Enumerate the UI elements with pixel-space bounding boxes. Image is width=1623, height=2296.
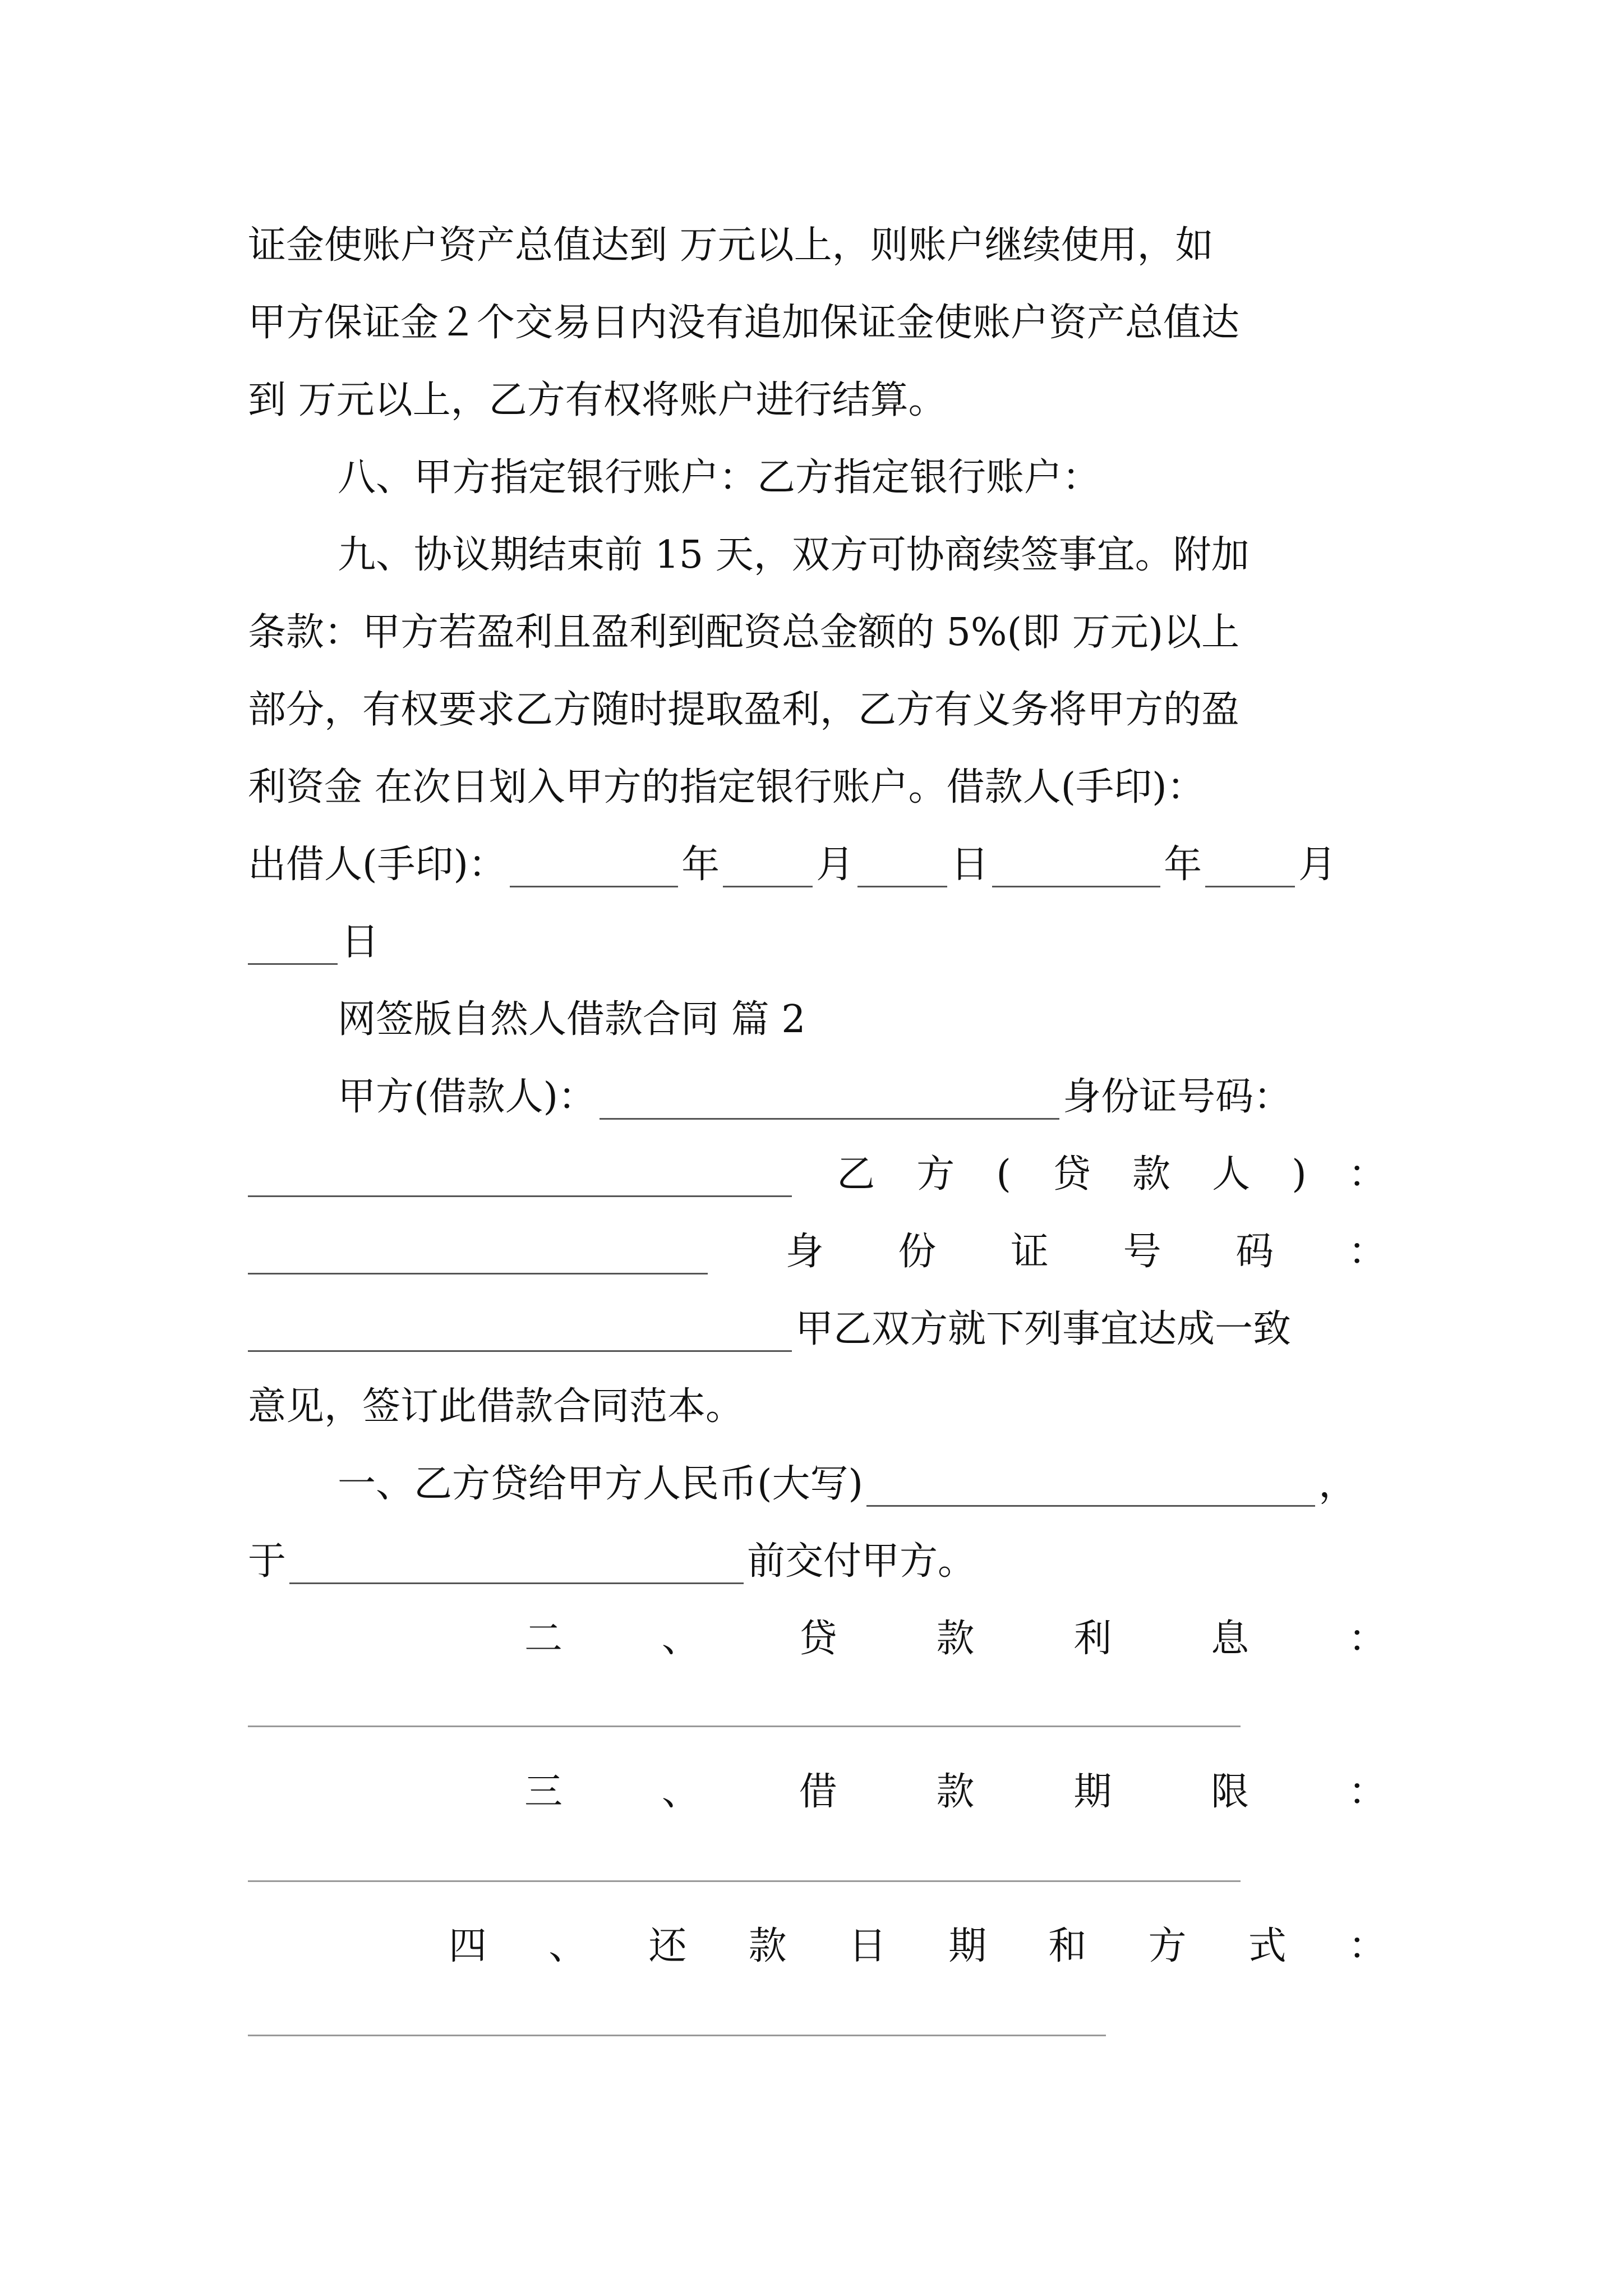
month-label: 月 [1298,843,1337,887]
year-label: 年 [681,843,720,887]
paragraph-line [248,301,1386,346]
month-label: 月 [816,843,855,887]
char: 方 [916,1152,955,1197]
text: 甲方保证金２个交易日内没有追加保证金使账户资产总值达 [248,301,1240,345]
paragraph-line [248,765,1386,810]
party-b-line [248,1152,1386,1197]
party-a-name-field[interactable] [600,1080,1059,1120]
char: 日 [848,1924,887,1968]
char: 码 [1235,1230,1274,1274]
char: ： [1348,1230,1386,1274]
blank-field[interactable] [248,1880,1241,1882]
char: 式 [1248,1924,1287,1968]
text: 九、协议期结束前 15 天，双方可协商续签事宜。附加 [338,533,1249,577]
char: ： [1348,1152,1386,1197]
char: 期 [1073,1770,1112,1814]
amount-field[interactable] [866,1467,1315,1507]
blank-field[interactable] [248,925,338,965]
text: 甲乙双方就下列事宜达成一致 [795,1307,1292,1351]
clause-2-heading [524,1617,1386,1662]
paragraph-line [248,455,1386,500]
text: 部分，有权要求乙方随时提取盈利，乙方有义务将甲方的盈 [248,688,1240,732]
char: 身 [785,1230,824,1274]
paragraph-line [248,1307,1386,1352]
clause-4-heading [449,1924,1386,1969]
blank-field[interactable] [857,848,947,887]
char: 、 [661,1770,700,1814]
year-label: 年 [1164,843,1202,887]
char: 贷 [799,1617,837,1661]
char: 号 [1123,1230,1161,1274]
text: 到 万元以上，乙方有权将账户进行结算。 [248,378,947,422]
paragraph-line [248,223,1386,268]
lender-label: 出借人(手印)： [248,843,507,887]
char: 乙 [837,1152,875,1197]
blank-field[interactable] [723,848,813,887]
party-b-name-field[interactable] [248,1235,708,1274]
char: 二 [524,1617,563,1661]
text: 利资金 在次日划入甲方的指定银行账户。借款人(手印)： [248,765,1205,809]
paragraph-line [248,533,1386,578]
char: 、 [548,1924,587,1968]
party-b-id-line [248,1230,1386,1274]
party-a-line [248,1075,1386,1120]
party-a-id-field[interactable] [248,1157,792,1197]
char: 期 [948,1924,987,1968]
paragraph-line [248,378,1386,423]
text: 意见，签订此借款合同范本。 [248,1384,744,1429]
char: 人 [1212,1152,1251,1197]
blank-field[interactable] [248,1726,1241,1727]
clause-1-line [248,1462,1386,1507]
date-field[interactable] [289,1544,744,1584]
signature-date-line [248,843,1386,887]
char: 借 [799,1770,837,1814]
blank-field[interactable] [992,848,1160,887]
text: 证金使账户资产总值达到 万元以上，则账户继续使用，如 [248,223,1214,268]
signature-date-line [248,920,1386,965]
party-a-label: 甲方(借款人)： [338,1075,597,1119]
char: ： [1348,1924,1386,1968]
blank-field[interactable] [510,848,678,887]
char: 款 [748,1924,787,1968]
char: 限 [1211,1770,1249,1814]
contract-title: 网签版自然人借款合同 篇 2 [338,997,806,1042]
char: 三 [524,1770,563,1814]
char: ( [996,1152,1011,1197]
char: 证 [1010,1230,1049,1274]
comma: ， [1318,1462,1357,1506]
char: 方 [1148,1924,1187,1968]
paragraph-line [248,610,1386,655]
char: 、 [661,1617,700,1661]
char: 和 [1048,1924,1087,1968]
party-b-id-field[interactable] [248,1312,792,1352]
day-label: 日 [341,920,380,964]
blank-field[interactable] [1205,848,1295,887]
char: 四 [449,1924,487,1968]
char: 贷 [1052,1152,1091,1197]
id-number-label: 身份证号码： [1063,1075,1292,1119]
char: 款 [936,1770,975,1814]
char: 款 [1132,1152,1171,1197]
paragraph-line [248,688,1386,733]
char: 款 [936,1617,975,1661]
char: ) [1292,1152,1307,1197]
clause-1-label: 一、乙方贷给甲方人民币(大写) [338,1462,864,1506]
char: 息 [1211,1617,1249,1661]
text: 八、甲方指定银行账户：乙方指定银行账户： [338,455,1101,500]
char: ： [1348,1770,1386,1814]
text: 条款：甲方若盈利且盈利到配资总金额的 5%(即 万元)以上 [248,610,1240,655]
clause-3-heading [524,1770,1386,1815]
section-heading [248,997,1386,1042]
char: 还 [648,1924,687,1968]
char: 利 [1073,1617,1112,1661]
char: ： [1348,1617,1386,1661]
clause-1-line [248,1539,1386,1584]
paragraph-line [248,1384,1386,1429]
text: 于 [248,1539,287,1584]
text: 前交付甲方。 [747,1539,976,1584]
blank-field[interactable] [248,2035,1106,2036]
char: 份 [898,1230,937,1274]
day-label: 日 [951,843,989,887]
